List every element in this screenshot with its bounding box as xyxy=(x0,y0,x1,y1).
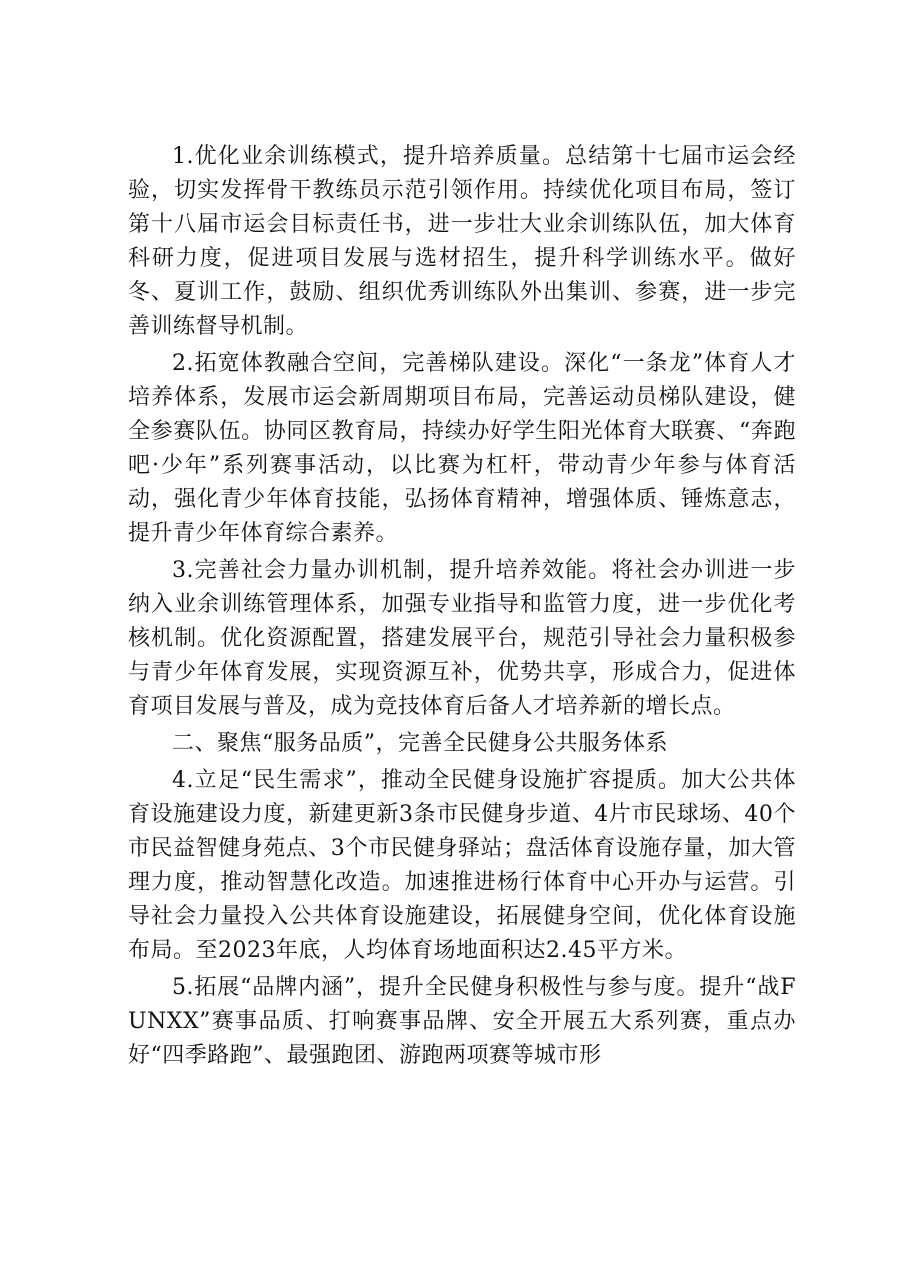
paragraph-2: 2.拓宽体教融合空间，完善梯队建设。深化“一条龙”体育人才培养体系，发展市运会新周期项目布局，完善运动员梯队建设，健全参赛队伍。协同区教育局，持续办好学生阳光体育大联赛、“奔跑吧·少年”系列赛事活动，以比赛为杠杆，带动青少年参与体育活动，强化青少年体育技能，弘扬体育精神，增强体质、锤炼意志，提升青少年体育综合素养。 xyxy=(128,351,796,546)
document-body xyxy=(128,140,796,1076)
paragraph-4: 4.立足“民生需求”，推动全民健身设施扩容提质。加大公共体育设施建设力度，新建更新3条市民健身步道、4片市民球场、40个市民益智健身苑点、3个市民健身驿站；盘活体育设施存量，加大管理力度，推动智慧化改造。加速推进杨行体育中心开办与运营。引导社会力量投入公共体育设施建设，拓展健身空间，优化体育设施布局。至2023年底，人均体育场地面积达2.45平方米。 xyxy=(128,768,796,963)
section-heading: 二、聚焦“服务品质”，完善全民健身公共服务体系 xyxy=(172,731,668,756)
paragraph-5: 5.拓展“品牌内涵”，提升全民健身积极性与参与度。提升“战FUNXX”赛事品质、打响赛事品牌、安全开展五大系列赛，重点办好“四季路跑”、最强跑团、游跑两项赛等城市形 xyxy=(128,975,796,1068)
paragraph-1: 1.优化业余训练模式，提升培养质量。总结第十七届市运会经验，切实发挥骨干教练员示范引领作用。持续优化项目布局，签订第十八届市运会目标责任书，进一步壮大业余训练队伍，加大体育科研力度，促进项目发展与选材招生，提升科学训练水平。做好冬、夏训工作，鼓励、组织优秀训练队外出集训、参赛，进一步完善训练督导机制。 xyxy=(128,144,796,339)
paragraph-3: 3.完善社会力量办训机制，提升培养效能。将社会办训进一步纳入业余训练管理体系，加强专业指导和监管力度，进一步优化考核机制。优化资源配置，搭建发展平台，规范引导社会力量积极参与青少年体育发展，实现资源互补，优势共享，形成合力，促进体育项目发展与普及，成为竞技体育后备人才培养新的增长点。 xyxy=(128,558,796,719)
